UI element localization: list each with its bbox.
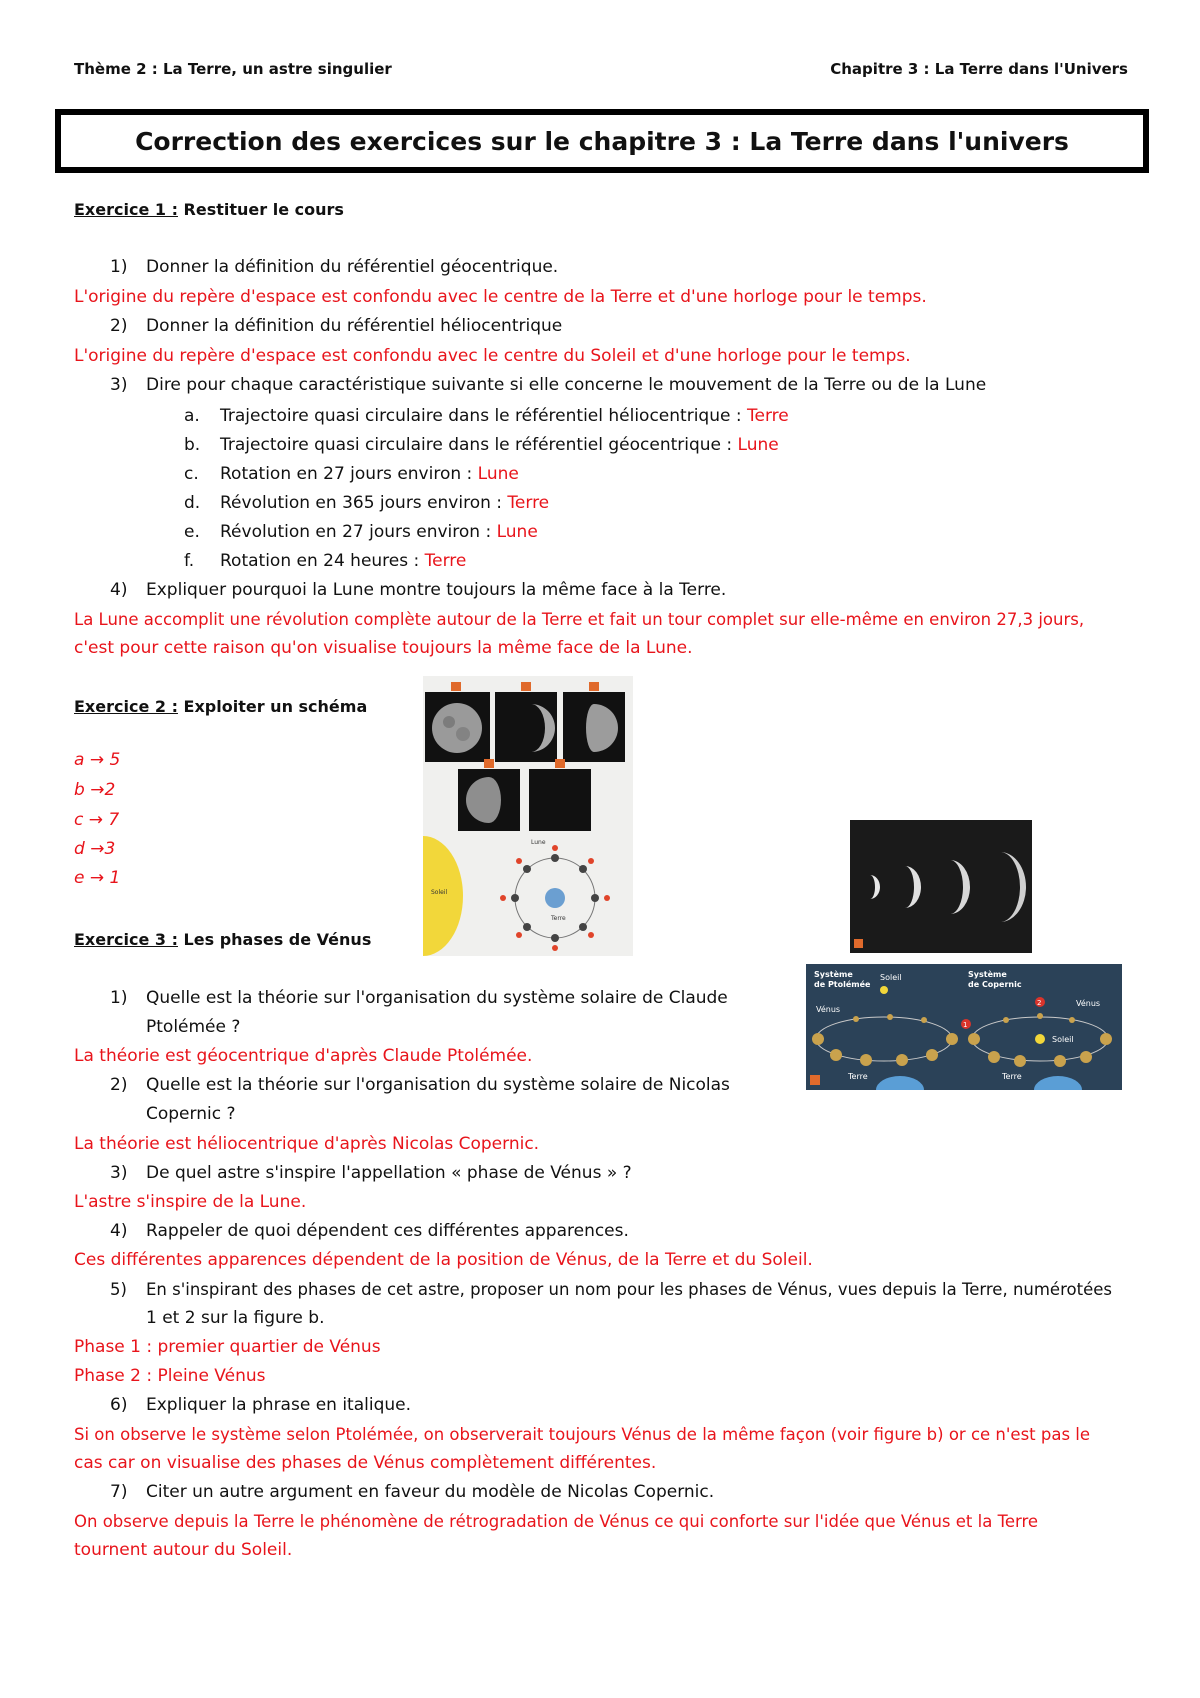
- ex1-answer-1: L'origine du repère d'espace est confondu avec le centre de la Terre et d'une horloge pour le temps.: [74, 287, 927, 307]
- ex1-heading: [74, 200, 344, 219]
- moon-orbit-diagram: [423, 836, 633, 956]
- question-number: 2): [110, 316, 128, 336]
- svg-text:2: 2: [1037, 999, 1042, 1007]
- ex3-question-3: 3) De quel astre s'inspire l'appellation « phase de Vénus » ?: [110, 1163, 632, 1183]
- ex3-label: Exercice 3 :: [74, 930, 178, 949]
- ex1-item-c: c. Rotation en 27 jours environ : Lune: [184, 464, 519, 484]
- ex3-answer-1: La théorie est géocentrique d'après Claude Ptolémée.: [74, 1046, 533, 1066]
- waning-moon-icon: [458, 769, 520, 831]
- ex1-title: Restituer le cours: [183, 200, 344, 219]
- title-box: [55, 109, 1149, 173]
- question-text: Donner la définition du référentiel géocentrique.: [146, 257, 559, 277]
- svg-text:Lune: Lune: [531, 839, 546, 846]
- ex3-title: Les phases de Vénus: [183, 930, 372, 949]
- ex3-question-2-line2: Copernic ?: [146, 1104, 236, 1124]
- venus-systems-diagram: [806, 964, 1122, 1090]
- ex1-item-a: a. Trajectoire quasi circulaire dans le référentiel héliocentrique : Terre: [184, 406, 789, 426]
- ex3-answer-3: L'astre s'inspire de la Lune.: [74, 1192, 307, 1212]
- ex3-question-4: 4) Rappeler de quoi dépendent ces différentes apparences.: [110, 1221, 629, 1241]
- ex3-heading: [74, 930, 371, 949]
- ex3-question-6: 6) Expliquer la phrase en italique.: [110, 1395, 412, 1415]
- svg-text:Soleil: Soleil: [431, 889, 448, 896]
- ex3-question-2: 2) Quelle est la théorie sur l'organisation du système solaire de Nicolas: [110, 1075, 730, 1095]
- ex2-match-a: a → 5: [74, 750, 121, 770]
- ex3-answer-7-line1: On observe depuis la Terre le phénomène de rétrogradation de Vénus ce qui conforte sur l'idée que Vénus et la Terre: [74, 1512, 1039, 1531]
- svg-text:Vénus: Vénus: [1076, 999, 1101, 1008]
- ex3-answer-6-line1: Si on observe le système selon Ptolémée, on observerait toujours Vénus de la même façon (voir figure b) or ce n'est pas le: [74, 1425, 1091, 1444]
- ex1-answer-2: L'origine du repère d'espace est confondu avec le centre du Soleil et d'une horloge pour le temps.: [74, 346, 911, 366]
- ex3-answer-7-line2: tournent autour du Soleil.: [74, 1540, 293, 1560]
- svg-text:Terre: Terre: [1002, 1072, 1022, 1081]
- ex1-item-e: e. Révolution en 27 jours environ : Lune: [184, 522, 538, 542]
- moon-phases-figure: [423, 676, 633, 956]
- question-number: 3): [110, 375, 128, 395]
- ex3-question-7: 7) Citer un autre argument en faveur du modèle de Nicolas Copernic.: [110, 1482, 715, 1502]
- moon-photo-c: [563, 692, 625, 762]
- ex1-item-f: f. Rotation en 24 heures : Terre: [184, 551, 467, 571]
- earth-icon: [545, 888, 565, 908]
- ex3-question-1: 1) Quelle est la théorie sur l'organisation du système solaire de Claude: [110, 988, 728, 1008]
- moon-photo-d: [458, 769, 520, 831]
- venus-phases-photo: [850, 820, 1032, 953]
- ex3-answer-6-line2: cas car on visualise des phases de Vénus complètement différentes.: [74, 1453, 657, 1473]
- ex2-title: Exploiter un schéma: [183, 697, 368, 716]
- question-text: Expliquer pourquoi la Lune montre toujours la même face à la Terre.: [146, 580, 727, 600]
- crescent-moon-icon: [495, 692, 557, 762]
- svg-text:Soleil: Soleil: [1052, 1035, 1074, 1044]
- venus-phases-icon: [850, 820, 1032, 953]
- question-number: 4): [110, 580, 128, 600]
- page-title: Correction des exercices sur le chapitre 3 : La Terre dans l'univers: [135, 126, 1069, 156]
- ex1-item-d: d. Révolution en 365 jours environ : Terre: [184, 493, 550, 513]
- gibbous-moon-icon: [563, 692, 625, 762]
- ex3-question-1-line2: Ptolémée ?: [146, 1017, 241, 1037]
- ex1-label: Exercice 1 :: [74, 200, 178, 219]
- svg-text:Système: Système: [814, 970, 853, 979]
- svg-text:de Copernic: de Copernic: [968, 980, 1022, 989]
- ex2-match-b: b →2: [74, 780, 116, 800]
- moon-photo-e: [529, 769, 591, 831]
- full-moon-icon: [425, 692, 490, 762]
- venus-systems-figure: [806, 964, 1122, 1090]
- header-chapter: Chapitre 3 : La Terre dans l'Univers: [830, 60, 1128, 78]
- moon-photo-b: [495, 692, 557, 762]
- ex1-question-2: [110, 312, 562, 341]
- ex3-answer-5-phase1: Phase 1 : premier quartier de Vénus: [74, 1337, 381, 1357]
- ex1-answer-4-line1: La Lune accomplit une révolution complète autour de la Terre et fait un tour complet sur elle-même en environ 27,3 jours,: [74, 610, 1085, 629]
- ex3-answer-4: Ces différentes apparences dépendent de la position de Vénus, de la Terre et du Soleil.: [74, 1250, 813, 1270]
- ex2-match-d: d →3: [74, 839, 116, 859]
- ex2-match-e: e → 1: [74, 868, 121, 888]
- ex2-match-c: c → 7: [74, 810, 120, 830]
- ex1-question-1: [110, 253, 558, 282]
- ex3-question-5-line2: 1 et 2 sur la figure b.: [146, 1308, 325, 1328]
- ex3-answer-2: La théorie est héliocentrique d'après Nicolas Copernic.: [74, 1134, 540, 1154]
- svg-text:Terre: Terre: [551, 915, 566, 922]
- ex2-label: Exercice 2 :: [74, 697, 178, 716]
- ex1-answer-4-line2: c'est pour cette raison qu'on visualise toujours la même face de la Lune.: [74, 638, 693, 658]
- svg-text:Vénus: Vénus: [816, 1005, 841, 1014]
- svg-text:1: 1: [963, 1021, 968, 1029]
- svg-text:Soleil: Soleil: [880, 973, 902, 982]
- svg-text:de Ptolémée: de Ptolémée: [814, 980, 871, 989]
- svg-text:Terre: Terre: [848, 1072, 868, 1081]
- ex1-item-b: b. Trajectoire quasi circulaire dans le référentiel géocentrique : Lune: [184, 435, 779, 455]
- ex2-heading: [74, 697, 367, 716]
- header-theme: Thème 2 : La Terre, un astre singulier: [74, 60, 392, 78]
- sun-icon: [423, 836, 463, 956]
- moon-photo-a: [425, 692, 490, 762]
- ex1-question-4: [110, 576, 726, 605]
- ex3-question-5: 5) En s'inspirant des phases de cet astre, proposer un nom pour les phases de Vénus, vues depuis la Terre, numérotées: [110, 1280, 1112, 1299]
- svg-text:Système: Système: [968, 970, 1007, 979]
- ex1-question-3: [110, 371, 986, 400]
- ex3-answer-5-phase2: Phase 2 : Pleine Vénus: [74, 1366, 266, 1386]
- question-number: 1): [110, 257, 128, 277]
- question-text: Dire pour chaque caractéristique suivante si elle concerne le mouvement de la Terre ou de la Lune: [146, 375, 987, 395]
- question-text: Donner la définition du référentiel héliocentrique: [146, 316, 563, 336]
